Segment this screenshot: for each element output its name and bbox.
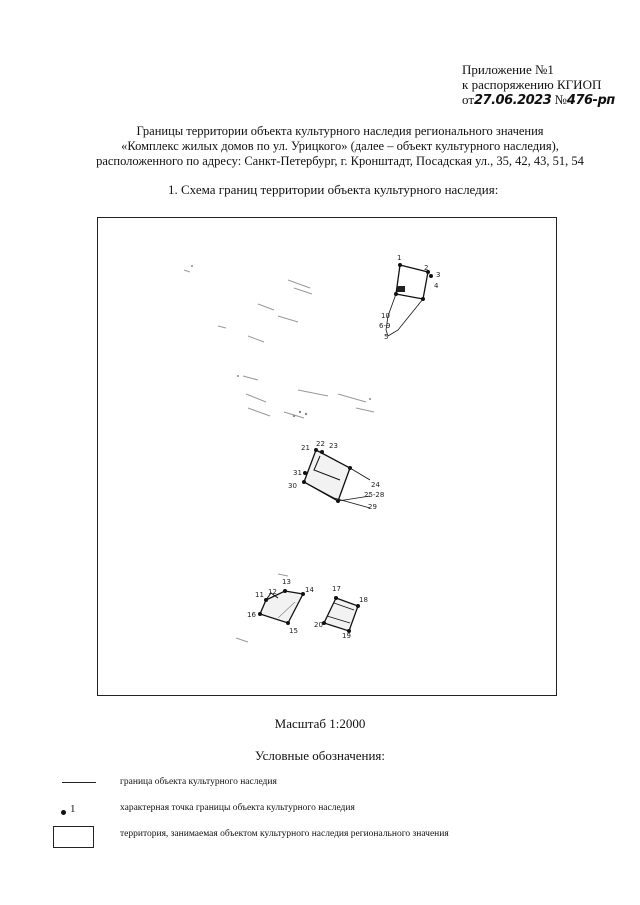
point-label-22: 22	[316, 440, 325, 448]
document-title	[40, 124, 640, 169]
title-line2: «Комплекс жилых домов по ул. Урицкого» (далее – объект культурного наследия),	[121, 139, 559, 153]
title-line1: Границы территории объекта культурного наследия регионального значения	[136, 124, 544, 138]
legend-boundary-text: граница объекта культурного наследия	[120, 777, 277, 787]
point-label-21: 21	[301, 444, 310, 452]
point-label-4: 4	[434, 282, 439, 290]
legend-point-number: 1	[70, 803, 76, 815]
legend-point-symbol	[61, 810, 66, 815]
appendix-date: 27.06.2023	[474, 93, 552, 108]
section-heading: 1. Схема границ территории объекта культурного наследия:	[168, 182, 499, 197]
appendix-line2: к распоряжению КГИОП	[462, 77, 602, 92]
background-traces	[184, 270, 374, 642]
point-label-11: 11	[255, 591, 264, 599]
legend-title: Условные обозначения:	[254, 748, 386, 763]
point-label-23: 23	[329, 442, 338, 450]
object-3-territory	[258, 589, 305, 625]
background-dots	[191, 265, 371, 417]
point-label-17: 17	[332, 585, 341, 593]
point-label-18: 18	[359, 596, 368, 604]
object-1-territory	[386, 263, 433, 336]
boundary-map	[97, 217, 557, 696]
object-4-territory	[322, 596, 360, 633]
point-label-20: 20	[314, 621, 323, 629]
map-drawing	[98, 218, 558, 697]
appendix-number-sign: №	[554, 92, 567, 107]
point-label-10: 10	[381, 312, 390, 320]
point-label-12: 12	[268, 588, 277, 596]
point-label-16: 16	[247, 611, 256, 619]
legend-territory-text: территория, занимаемая объектом культурного наследия регионального значения	[120, 829, 449, 839]
appendix-prefix: от	[462, 92, 475, 107]
point-label-2: 2	[424, 264, 429, 272]
point-label-30: 30	[288, 482, 297, 490]
legend-territory-symbol	[53, 826, 94, 848]
point-label-3: 3	[436, 271, 441, 279]
appendix-number: 476-рп	[566, 93, 615, 108]
point-label-31: 31	[293, 469, 302, 477]
point-label-1: 1	[397, 254, 402, 262]
title-line3: расположенного по адресу: Санкт-Петербург, г. Кронштадт, Посадская ул., 35, 42, 43, 51, 54	[96, 154, 584, 168]
appendix-block	[462, 62, 615, 108]
legend-boundary-line-symbol	[62, 782, 96, 783]
object-2-territory	[302, 448, 370, 508]
point-label-25-28: 25-28	[364, 491, 385, 499]
point-label-24: 24	[371, 481, 380, 489]
point-label-13: 13	[282, 578, 291, 586]
point-label-15: 15	[289, 627, 298, 635]
map-scale: Масштаб 1:2000	[274, 716, 366, 731]
appendix-line1: Приложение №1	[462, 62, 554, 77]
point-label-29: 29	[368, 503, 377, 511]
appendix-line3	[462, 92, 615, 108]
point-label-5: 5	[384, 333, 389, 341]
point-label-14: 14	[305, 586, 314, 594]
point-label-19: 19	[342, 632, 351, 640]
point-label-6-9: 6-9	[379, 322, 391, 330]
legend-point-text: характерная точка границы объекта культурного наследия	[120, 803, 355, 813]
